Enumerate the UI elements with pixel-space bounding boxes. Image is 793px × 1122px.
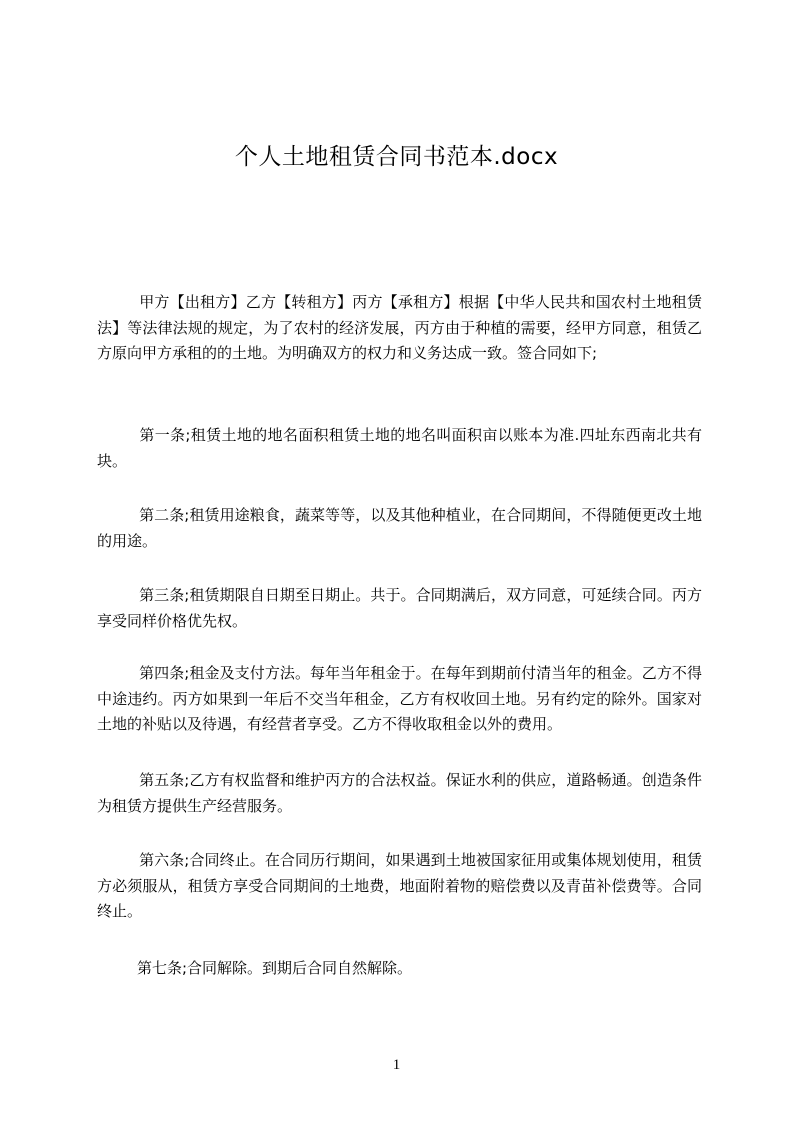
page-number: 1	[392, 1057, 401, 1073]
paragraph-article-7	[97, 956, 702, 982]
paragraph-article-2	[97, 503, 702, 554]
paragraph-article-6	[97, 848, 702, 925]
paragraph-article-5	[97, 768, 702, 819]
paragraph-text: 第五条;乙方有权监督和维护丙方的合法权益。保证水利的供应，道路畅通。创造条件为租赁方提供生产经营服务。	[97, 771, 702, 815]
paragraph-text: 第二条;租赁用途粮食，蔬菜等等，以及其他种植业，在合同期间，不得随便更改土地的用途。	[97, 506, 702, 550]
paragraph-text: 第四条;租金及支付方法。每年当年租金于。在每年到期前付清当年的租金。乙方不得中途违约。丙方如果到一年后不交当年租金，乙方有权收回土地。另有约定的除外。国家对土地的补贴以及待遇，有经营者享受。乙方不得收取租金以外的费用。	[97, 664, 702, 733]
paragraph-intro	[97, 290, 702, 367]
paragraph-text: 第六条;合同终止。在合同历行期间，如果遇到土地被国家征用或集体规划使用，租赁方必须服从，租赁方享受合同期间的土地费，地面附着物的赔偿费以及青苗补偿费等。合同终止。	[97, 851, 702, 920]
paragraph-article-3	[97, 583, 702, 634]
paragraph-text: 第一条;租赁土地的地名面积租赁土地的地名叫面积亩以账本为准.四址东西南北共有块。	[97, 426, 702, 470]
paragraph-article-4	[97, 661, 702, 738]
document-title: 个人土地租赁合同书范本.docx	[234, 144, 559, 170]
paragraph-text: 甲方【出租方】乙方【转租方】丙方【承租方】根据【中华人民共和国农村土地租赁法】等法律法规的规定，为了农村的经济发展，丙方由于种植的需要，经甲方同意，租赁乙方原向甲方承租的的土地。为明确双方的权力和义务达成一致。签合同如下;	[97, 293, 702, 362]
paragraph-text: 第三条;租赁期限自日期至日期止。共于。合同期满后，双方同意，可延续合同。丙方享受同样价格优先权。	[97, 586, 702, 630]
paragraph-text: 第七条;合同解除。到期后合同自然解除。	[137, 959, 413, 977]
paragraph-article-1	[97, 423, 702, 474]
